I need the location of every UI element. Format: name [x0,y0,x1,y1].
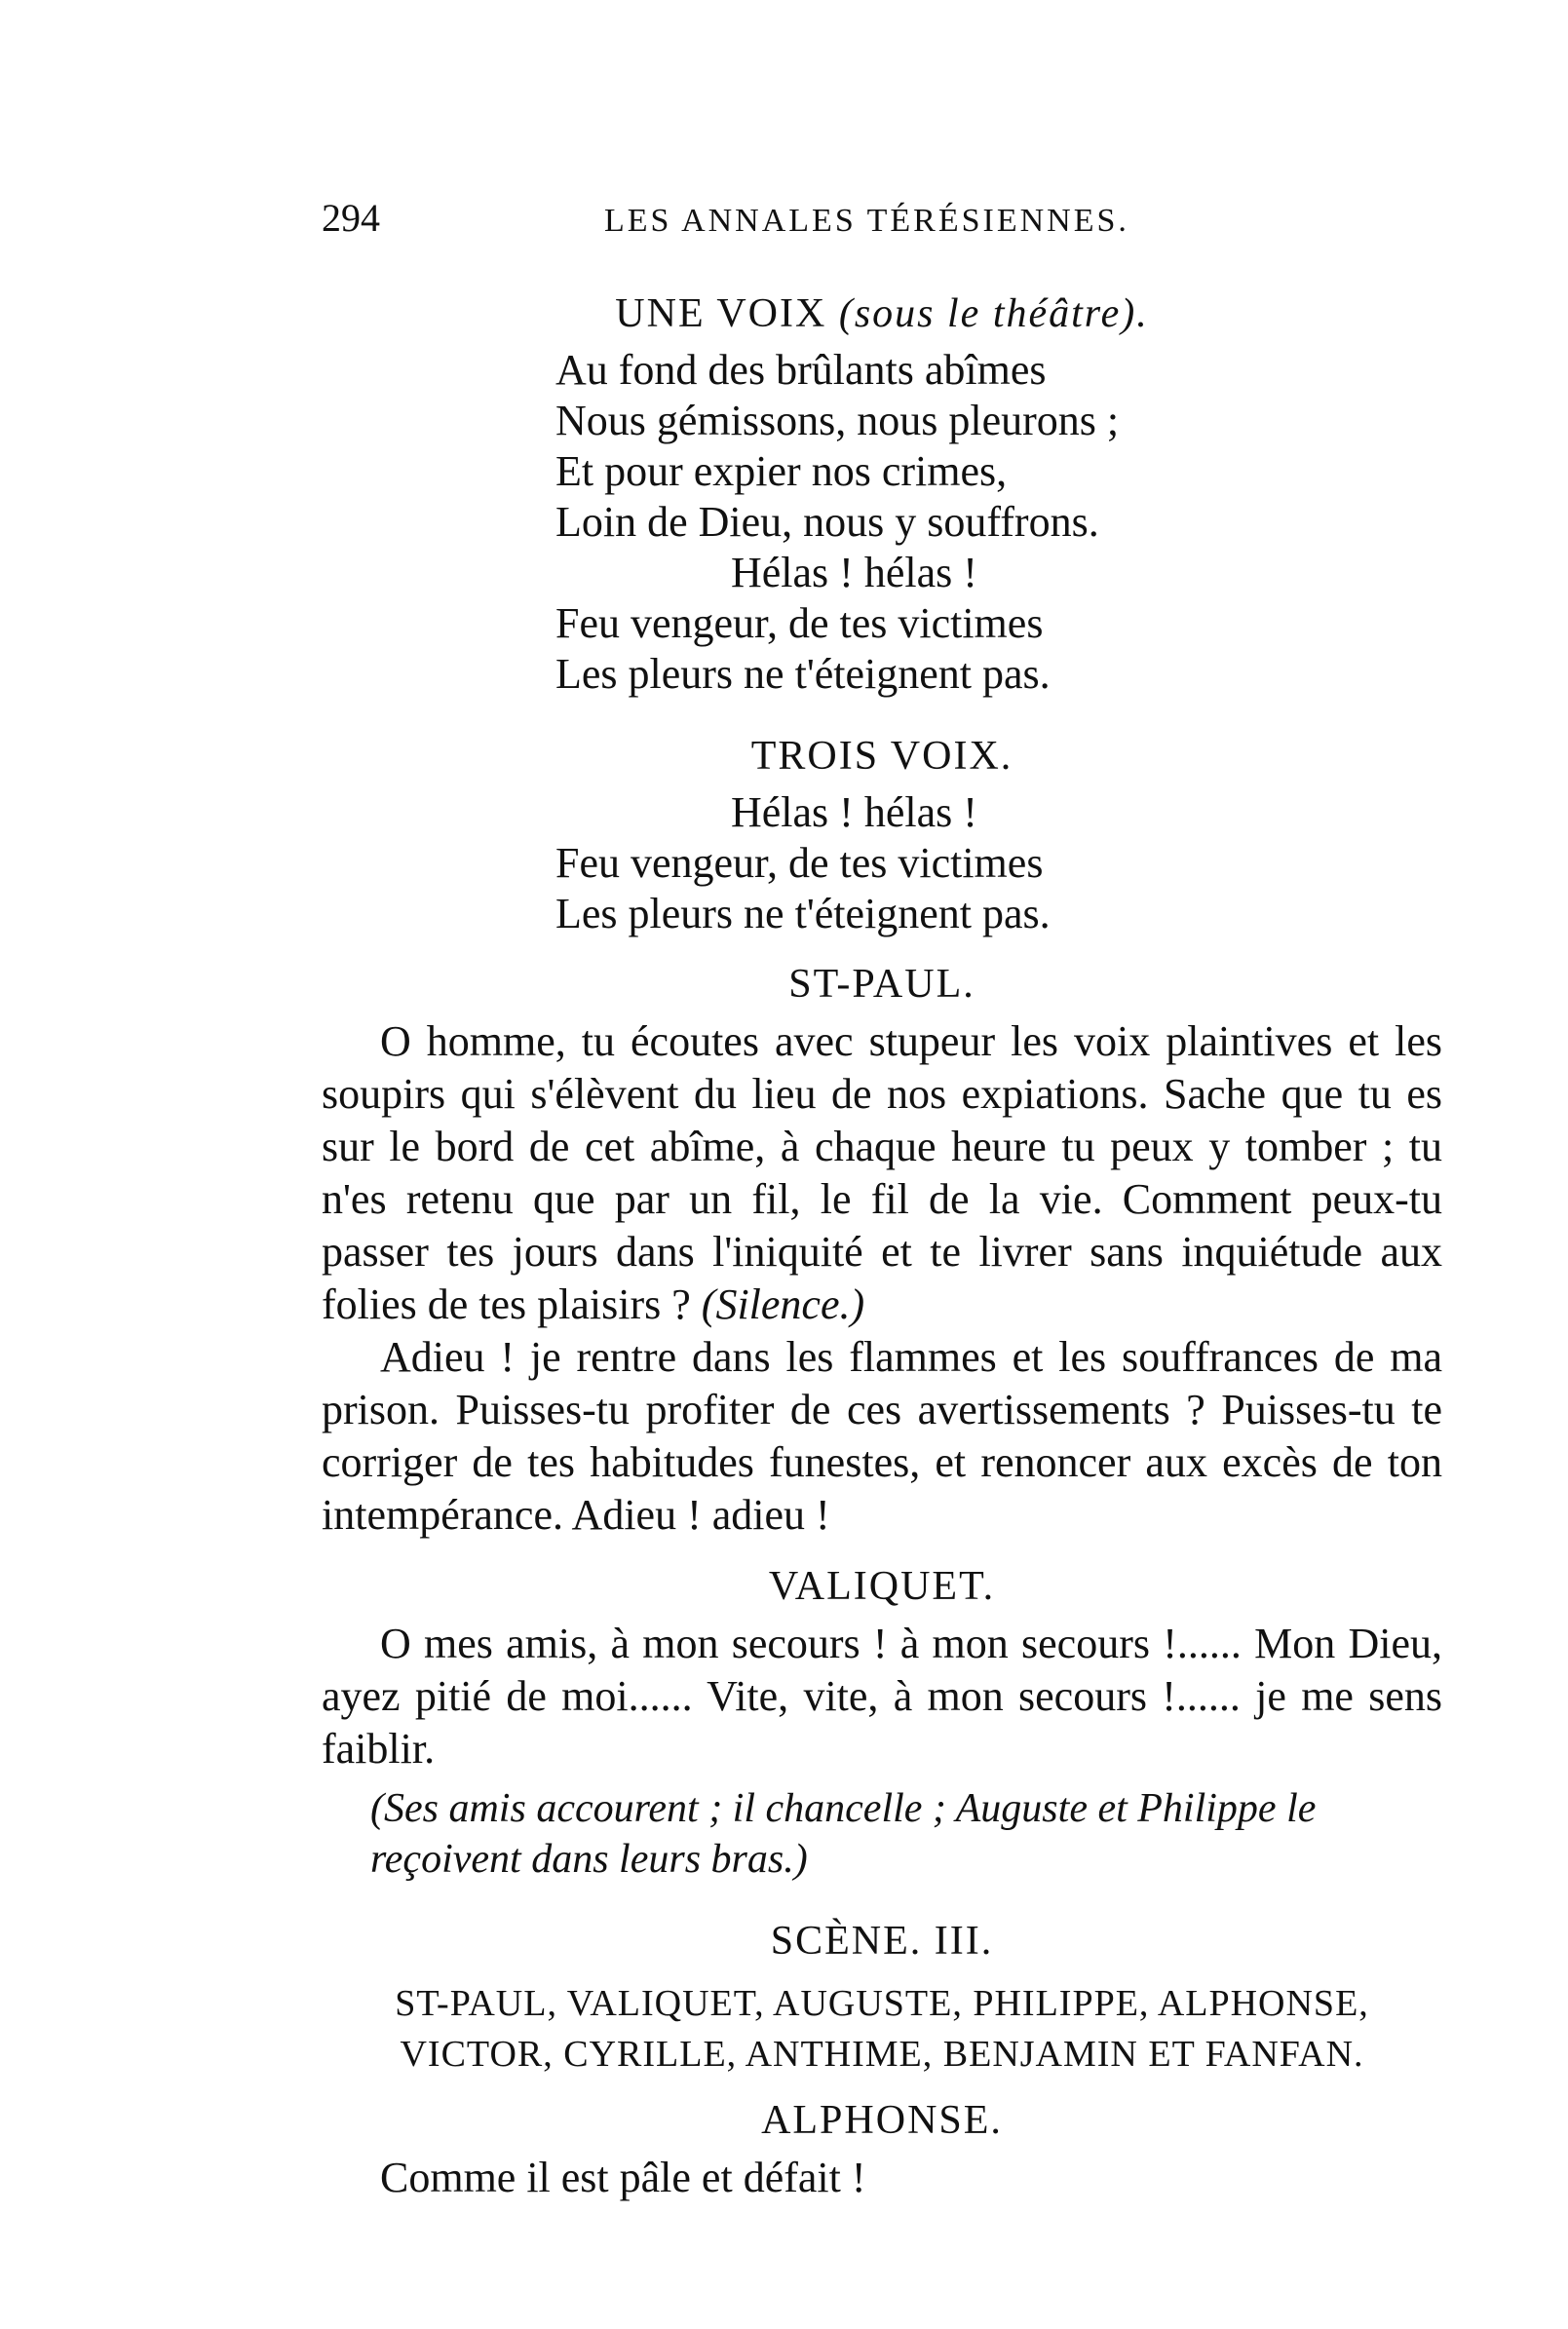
verse-line: Les pleurs ne t'éteignent pas. [555,890,1051,937]
verse-line: Et pour expier nos crimes, [555,447,1008,495]
verse-line: Hélas ! hélas ! [731,788,977,836]
verse-line: Au fond des brûlants abîmes [555,346,1047,394]
speaker-name: UNE VOIX [615,291,827,336]
stage-direction: (sous le théâtre). [838,291,1149,336]
page-body [322,283,1442,2204]
speaker-trois-voix: TROIS VOIX. [750,734,1013,779]
verse-line: Nous gémissons, nous pleurons ; [555,397,1120,444]
verse-line: Feu vengeur, de tes victimes [555,599,1044,647]
scene-title: SCÈNE. III. [770,1919,994,1964]
paragraph-valiquet: O mes amis, à mon secours ! à mon secours !...... Mon Dieu, ayez pitié de moi...... Vite, vite, à mon secours !...... je me sens faiblir. [322,1620,1442,1773]
stage-direction: (Silence.) [701,1280,865,1328]
scene-cast-list: ST-PAUL, VALIQUET, AUGUSTE, PHILIPPE, ALPHONSE, VICTOR, CYRILLE, ANTHIME, BENJAMIN ET FANFAN. [395,1983,1369,2075]
paragraph-text: O homme, tu écoutes avec stupeur les voix plaintives et les soupirs qui s'élèvent du lieu de nos expiations. Sache que tu es sur le bord de cet abîme, à chaque heure tu peux y tomber ; tu n'es retenu que par un fil, le fil de la vie. Comment peux-tu passer tes jours dans l'iniquité et te livrer sans inquiétude aux folies de tes plaisirs ? [322,1017,1442,1328]
page-number: 294 [322,196,380,240]
running-title: LES ANNALES TÉRÉSIENNES. [604,203,1129,239]
verse-line: Les pleurs ne t'éteignent pas. [555,650,1051,698]
stage-direction-valiquet: (Ses amis accourent ; il chancelle ; Auguste et Philippe le reçoivent dans leurs bras.) [370,1786,1317,1882]
speaker-alphonse: ALPHONSE. [761,2098,1003,2143]
page-header [322,195,1169,253]
paragraph-st-paul-2: Adieu ! je rentre dans les flammes et les souffrances de ma prison. Puisses-tu profiter de ces avertissements ? Puisses-tu te corriger de tes habitudes funestes, et renoncer aux excès de ton intempérance. Adieu ! adieu ! [322,1333,1442,1539]
verse-block-une-voix [555,345,1442,700]
verse-line: Hélas ! hélas ! [731,549,977,596]
speaker-une-voix [322,283,1442,345]
verse-line: Feu vengeur, de tes victimes [555,839,1044,887]
speaker-valiquet: VALIQUET. [768,1564,996,1609]
verse-block-trois-voix [555,787,1442,939]
paragraph-st-paul-1 [322,1015,1442,1331]
verse-line: Loin de Dieu, nous y souffrons. [555,498,1099,546]
speaker-st-paul: ST-PAUL. [788,962,975,1007]
paragraph-alphonse: Comme il est pâle et défait ! [380,2154,866,2201]
